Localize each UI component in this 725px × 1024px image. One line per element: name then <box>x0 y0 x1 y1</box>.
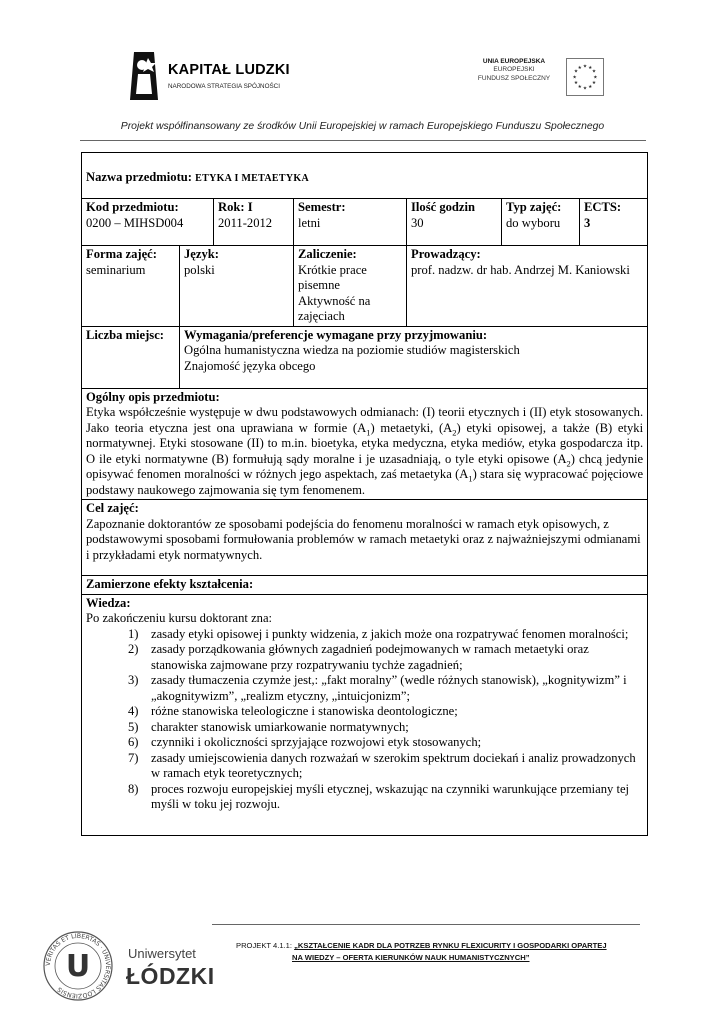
requirements-line-2: Znajomość języka obcego <box>184 358 316 373</box>
project-title-2: NA WIEDZY – OFERTA KIERUNKÓW NAUK HUMANISTYCZNYCH” <box>292 953 530 962</box>
lecturer-label: Prowadzący: <box>411 247 481 261</box>
description-row <box>82 388 648 500</box>
code-value: 0200 – MIHSD004 <box>86 215 184 230</box>
eu-flag-icon <box>566 58 604 96</box>
credit-value-2: Aktywność na zajęciach <box>298 293 371 323</box>
svg-text:★: ★ <box>577 65 582 71</box>
year-value: 2011-2012 <box>218 215 273 230</box>
eu-line-1: UNIA EUROPEJSKA <box>482 58 546 65</box>
type-cell <box>502 199 580 246</box>
svg-text:★: ★ <box>573 69 579 75</box>
outcomes-header-row <box>82 576 648 595</box>
course-name-label: Nazwa przedmiotu: <box>86 169 192 184</box>
code-label: Kod przedmiotu: <box>86 200 179 214</box>
outcomes-label: Zamierzone efekty kształcenia: <box>86 577 254 591</box>
list-item: 4) różne stanowiska teleologiczne i stanowiska deontologiczne; <box>128 704 458 718</box>
requirements-cell <box>180 326 648 388</box>
credit-label: Zaliczenie: <box>298 247 357 261</box>
list-item: 8) proces rozwoju europejskiej myśli etycznej, wskazując na czynniki warunkujące przemiany tej myśli w toku jej rozwoju. <box>128 781 630 811</box>
footer-divider <box>212 924 640 925</box>
lecturer-cell <box>407 246 648 327</box>
hours-cell <box>407 199 502 246</box>
hours-value: 30 <box>411 215 424 230</box>
requirements-row <box>82 326 648 388</box>
ects-cell <box>580 199 648 246</box>
year-cell <box>214 199 294 246</box>
svg-text:★: ★ <box>591 81 597 87</box>
knowledge-cell <box>82 594 648 835</box>
svg-text:★: ★ <box>582 64 588 70</box>
places-cell <box>82 326 180 388</box>
credit-value-1: Krótkie prace pisemne <box>298 262 367 292</box>
svg-text:U: U <box>65 949 91 984</box>
outcomes-header-cell <box>82 576 648 595</box>
goals-text: Zapoznanie doktorantów ze sposobami podejścia do fenomenu moralności w ramach etyk opisowych, z podstawowymi sposobami formułowania problemów w ramach metaetyki oraz z najważniejszymi odmianami i przykładami etyk normatywnych. <box>86 516 641 562</box>
form-cell <box>82 246 180 327</box>
project-prefix: PROJEKT 4.1.1: <box>236 941 295 950</box>
eu-logo-text <box>468 58 560 83</box>
language-value: polski <box>184 262 215 277</box>
university-logo <box>42 930 217 1010</box>
requirements-line-1: Ogólna humanistyczna wiedza na poziomie studiów magisterskich <box>184 343 520 357</box>
semester-value: letni <box>298 215 321 230</box>
header-divider <box>80 140 646 141</box>
code-cell <box>82 199 214 246</box>
goals-row <box>82 500 648 576</box>
university-word: Uniwersytet <box>128 946 196 961</box>
type-label: Typ zajęć: <box>506 200 562 214</box>
goals-label: Cel zajęć: <box>86 501 139 515</box>
ects-value: 3 <box>584 215 591 230</box>
semester-label: Semestr: <box>298 200 346 214</box>
semester-cell <box>294 199 407 246</box>
description-cell <box>82 388 648 500</box>
course-name-cell <box>82 153 648 199</box>
svg-text:★: ★ <box>577 84 582 90</box>
knowledge-label: Wiedza: <box>86 595 131 610</box>
university-name: ŁÓDZKI <box>126 963 215 989</box>
list-item: 1) zasady etyki opisowej i punkty widzenia, z jakich może ona rozpatrywać fenomen moralności; <box>128 626 629 641</box>
knowledge-row <box>82 594 648 835</box>
svg-text:★: ★ <box>591 69 597 75</box>
outcomes-list <box>86 627 643 813</box>
kapital-ludzki-mark-icon <box>128 50 160 102</box>
course-card-table <box>81 152 648 836</box>
svg-text:★: ★ <box>588 84 593 90</box>
form-value: seminarium <box>86 262 146 277</box>
kapital-ludzki-subtitle: NARODOWA STRATEGIA SPÓJNOŚCI <box>168 83 280 90</box>
hours-label: Ilość godzin <box>411 200 476 214</box>
language-label: Język: <box>184 247 219 261</box>
language-cell <box>180 246 294 327</box>
course-details-row <box>82 246 648 327</box>
kapital-ludzki-logo <box>128 50 288 108</box>
project-footer-text <box>236 940 636 964</box>
year-label: Rok: I <box>218 200 253 214</box>
credit-cell <box>294 246 407 327</box>
form-label: Forma zajęć: <box>86 247 157 261</box>
course-info-row <box>82 199 648 246</box>
goals-cell <box>82 500 648 576</box>
list-item: 7) zasady umiejscowienia danych rozważań w szerokim spektrum dociekań i analiz prowadzonych w ramach etyk teoretycznych; <box>128 750 636 780</box>
cofinancing-caption: Projekt współfinansowany ze środków Unii Europejskiej w ramach Europejskiego Funduszu Społecznego <box>120 121 605 132</box>
list-item: 2) zasady porządkowania głównych zagadnień podejmowanych w ramach metaetyki oraz stanowiska zajmowane przy rozpatrywaniu tychże zagadnień; <box>128 642 589 672</box>
svg-text:★: ★ <box>588 65 593 71</box>
course-name-value: ETYKA I METAETYKA <box>195 172 309 184</box>
svg-text:★: ★ <box>573 81 579 87</box>
knowledge-intro: Po zakończeniu kursu doktorant zna: <box>86 611 273 625</box>
places-label: Liczba miejsc: <box>86 327 164 342</box>
list-item: 6) czynniki i okoliczności sprzyjające rozwojowi etyk stosowanych; <box>128 735 482 749</box>
kapital-ludzki-title: KAPITAŁ LUDZKI <box>168 62 290 78</box>
eu-line-3: FUNDUSZ SPOŁECZNY <box>477 74 551 82</box>
lecturer-value: prof. nadzw. dr hab. Andrzej M. Kaniowski <box>411 262 630 277</box>
description-text: Etyka współcześnie występuje w dwu podstawowych odmianach: (I) teorii etycznych i (II) etyk stosowanych. Jako teoria etyczna jest ona uprawiana w formie $(A_1)$ metaetyki, $(A_2)$ etyki opisowej, a także (B) etyki normatywnej. Etyki stosowane (II) to m.in. bioetyka, etyka medyczna, etyka mediów, etyka gospodarcza itp. O ile etyki normatywne (B) formułują sądy moralne i je uzasadniają, o tyle etyki opisowe $(A_2)$ chcą jedynie opisywać fenomen moralności w różnych jego aspektach, zaś metaetyka $(A_1)$ stara się wypracować pojęciowe podstawy naukowego zajmowania się tym fenomenem. <box>86 405 644 497</box>
university-seal-icon <box>42 930 114 1002</box>
svg-text:VERITAS ET LIBERTAS · UNIVERSI: VERITAS ET LIBERTAS · UNIVERSITAS LODZIENSIS <box>44 932 112 1000</box>
project-title-1: „KSZTAŁCENIE KADR DLA POTRZEB RYNKU FLEXICURITY I GOSPODARKI OPARTEJ <box>294 941 607 950</box>
list-item: 5) charakter stanowisk umiarkowanie normatywnych; <box>128 719 409 734</box>
svg-text:★: ★ <box>593 75 598 81</box>
ects-label: ECTS: <box>584 200 622 214</box>
type-value: do wyboru <box>506 215 561 230</box>
requirements-label: Wymagania/preferencje wymagane przy przyjmowaniu: <box>184 327 488 342</box>
description-label: Ogólny opis przedmiotu: <box>86 389 220 404</box>
eu-line-2: EUROPEJSKI <box>493 66 535 74</box>
eu-logo <box>468 58 604 102</box>
svg-text:★: ★ <box>582 86 588 92</box>
list-item: 3) zasady tłumaczenia czymże jest,: „fakt moralny” (wedle różnych stanowisk), „kognitywizm” i „akognitywizm”, „realizm etyczny, „intuicjonizm”; <box>128 673 627 703</box>
course-name-row <box>82 153 648 199</box>
svg-text:★: ★ <box>572 75 577 81</box>
